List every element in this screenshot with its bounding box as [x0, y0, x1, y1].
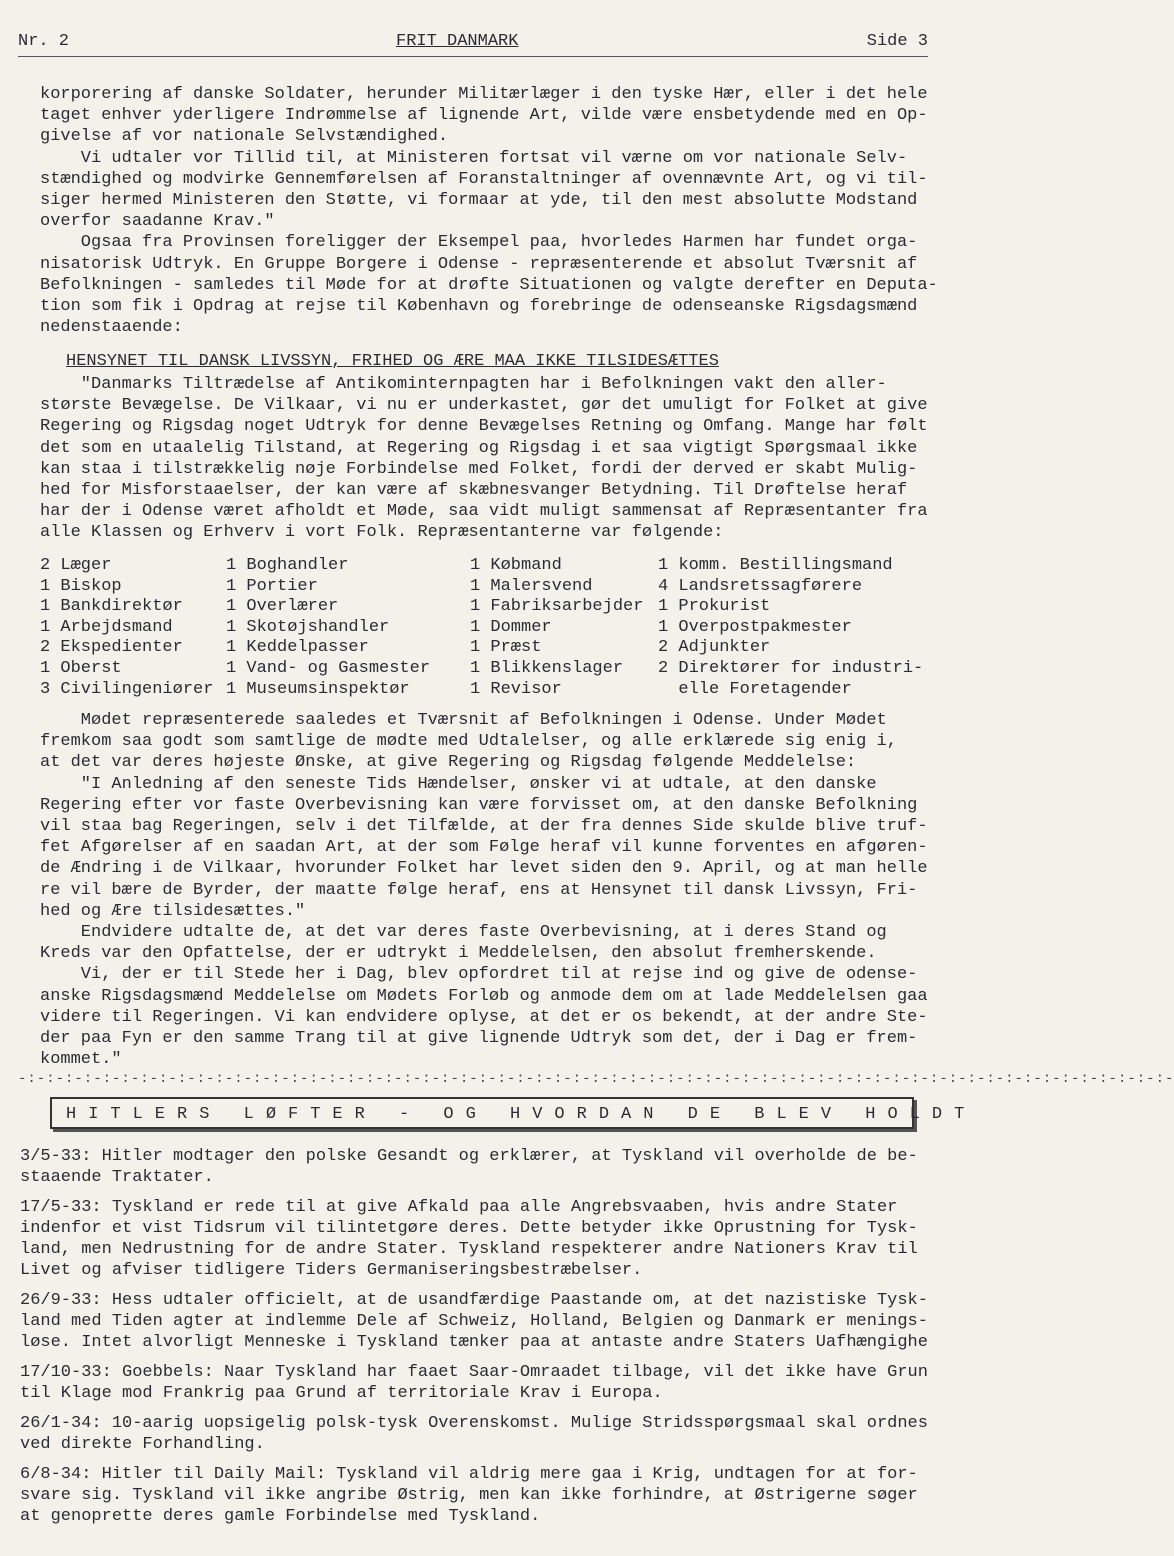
publication-title: FRIT DANMARK	[396, 32, 519, 51]
list-item: 1 Prokurist	[658, 597, 771, 617]
text-line: hed for Misforstaaelser, der kan være af skæbnesvanger Betydning. Til Drøftelse heraf	[40, 481, 908, 501]
list-item	[20, 1413, 928, 1455]
section-heading: HENSYNET TIL DANSK LIVSSYN, FRIHED OG ÆRE MAA IKKE TILSIDESÆTTES	[66, 352, 719, 371]
text-line: 26/9-33: Hess udtaler officielt, at de usandfærdige Paastande om, at det nazistiske Tysk-	[20, 1291, 928, 1310]
list-item: 1 Dommer	[470, 617, 552, 637]
text-line: videre til Regeringen. Vi kan endvidere oplyse, at det er os bekendt, at der andre Ste-	[40, 1007, 928, 1027]
text-line: Livet og afviser tidligere Tiders Germaniseringsbestræbelser.	[20, 1261, 643, 1280]
list-item	[20, 1197, 928, 1281]
text-line: overfor saadanne Krav."	[40, 212, 275, 232]
promise-list	[20, 1146, 928, 1536]
list-item: 3 Civilingeniører	[40, 679, 214, 699]
text-line: hed og Ære tilsidesættes."	[40, 901, 306, 921]
page-number: Side 3	[866, 32, 928, 51]
list-item: 1 Malersvend	[470, 576, 593, 596]
list-item: 1 Overlærer	[226, 597, 339, 617]
list-item: 1 Skotøjshandler	[226, 617, 390, 637]
quote-text	[40, 374, 958, 544]
list-item: elle Foretagender	[658, 679, 852, 699]
list-item: 1 Vand- og Gasmester	[226, 658, 431, 678]
text-line: Regering efter vor faste Overbevisning kan være forvisset om, at den danske Befolkning	[40, 795, 918, 815]
list-item: 1 Overpostpakmester	[658, 617, 852, 637]
text-line: stændighed og modvirke Gennemførelsen af Foranstaltninger af ovennævnte Art, og vi til-	[40, 169, 928, 189]
list-item	[20, 1290, 928, 1353]
text-line: alle Klassen og Erhverv i vort Folk. Repræsentanterne var følgende:	[40, 523, 724, 543]
list-item: 2 Adjunkter	[658, 638, 771, 658]
text-line: løse. Intet alvorligt Menneske i Tyskland tænker paa at antaste andre Staters Uafhængighe	[20, 1333, 928, 1352]
text-line: indenfor et vist Tidsrum vil tilintetgøre deres. Dette betyder ikke Oprustning for Tysk-	[20, 1219, 918, 1238]
text-line: givelse af vor nationale Selvstændighed.	[40, 127, 449, 147]
text-line: korporering af danske Soldater, herunder Militærlæger i den tyske Hær, eller i det hele	[40, 85, 928, 104]
text-line: de Ændring i de Vilkaar, hvorunder Folket har levet siden den 9. April, og at man helle	[40, 859, 928, 879]
text-line: Mødet repræsenterede saaledes et Tværsnit af Befolkningen i Odense. Under Mødet	[40, 711, 887, 730]
text-line: fremkom saa godt som samtlige de mødte med Udtalelser, og alle erklærede sig enig i,	[40, 732, 897, 752]
text-line: ved direkte Forhandling.	[20, 1435, 265, 1454]
text-line: kommet."	[40, 1050, 122, 1070]
boxed-heading: HITLERS LØFTER - OG HVORDAN DE BLEV HOLDT	[50, 1097, 914, 1129]
text-line: 26/1-34: 10-aarig uopsigelig polsk-tysk Overenskomst. Mulige Stridsspørgsmaal skal ordnes	[20, 1414, 928, 1433]
issue-number: Nr. 2	[18, 32, 70, 51]
list-item	[20, 1146, 928, 1188]
list-item: 1 Fabriksarbejder	[470, 597, 644, 617]
list-item: 1 komm. Bestillingsmand	[658, 556, 893, 575]
text-line: der paa Fyn er den samme Trang til at give lignende Udtryk som det, der i Dag er frem-	[40, 1029, 918, 1049]
text-line: siger hermed Ministeren den Støtte, vi formaar at yde, til den mest absolutte Modstand	[40, 191, 918, 211]
list-item	[20, 1464, 928, 1527]
text-line: 17/10-33: Goebbels: Naar Tyskland har faaet Saar-Omraadet tilbage, vil det ikke have Grun	[20, 1363, 928, 1382]
text-line: at det var deres højeste Ønske, at give Regering og Rigsdag følgende Meddelelse:	[40, 753, 857, 773]
text-line: at genoprette deres gamle Forbindelse med Tyskland.	[20, 1507, 541, 1526]
text-line: Vi, der er til Stede her i Dag, blev opfordret til at rejse ind og give de odense-	[40, 965, 918, 985]
list-item: 1 Oberst	[40, 658, 122, 678]
text-line: Vi udtaler vor Tillid til, at Ministeren fortsat vil værne om vor nationale Selv-	[40, 148, 908, 168]
list-item: 1 Arbejdsmand	[40, 617, 173, 637]
list-item	[20, 1362, 928, 1404]
text-line: "Danmarks Tiltrædelse af Antikominternpagten har i Befolkningen vakt den aller-	[40, 375, 887, 394]
closing-text	[40, 710, 928, 1070]
text-line: anske Rigsdagsmænd Meddelelse om Mødets Forløb og anmode dem om at lade Meddelelsen gaa	[40, 986, 928, 1006]
list-item: 1 Bankdirektør	[40, 597, 183, 617]
text-line: svare sig. Tyskland vil ikke angribe Østrig, men kan ikke forhindre, at Østrigerne søger	[20, 1486, 918, 1505]
list-item: 2 Direktører for industri-	[658, 658, 924, 678]
text-line: "I Anledning af den seneste Tids Hændelser, ønsker vi at udtale, at den danske	[40, 774, 877, 794]
text-line: land, men Nedrustning for de andre Stater. Tyskland respekterer andre Nationers Krav til	[20, 1240, 918, 1259]
text-line: 6/8-34: Hitler til Daily Mail: Tyskland vil aldrig mere gaa i Krig, undtagen for at for-	[20, 1465, 918, 1484]
text-line: kan staa i tilstrækkelig nøje Forbindelse med Folket, fordi der derved er skabt Mulig-	[40, 459, 918, 479]
separator-line: -:-:-:-:-:-:-:-:-:-:-:-:-:-:-:-:-:-:-:-:-:-:-:-:-:-:-:-:-:-:-:-:-:-:-:-:-:-:-:-:-:-:-:-:-:-:-:-:-:-:-:-:-:-:-:-:-:-:-:-:-:-	[18, 1071, 1174, 1087]
text-line: største Bevægelse. De Vilkaar, vi nu er underkastet, gør det umuligt for Folket at give	[40, 396, 928, 416]
text-line: 17/5-33: Tyskland er rede til at give Afkald paa alle Angrebsvaaben, hvis andre Stater	[20, 1198, 898, 1217]
text-line: 3/5-33: Hitler modtager den polske Gesandt og erklærer, at Tyskland vil overholde de be-	[20, 1147, 918, 1166]
list-item: 1 Portier	[226, 576, 318, 596]
text-line: nedenstaaende:	[40, 318, 183, 338]
list-item: 1 Blikkenslager	[470, 658, 624, 678]
list-item: 2 Ekspedienter	[40, 638, 183, 658]
text-line: Regering og Rigsdag noget Udtryk for denne Bevægelses Retning og Omfang. Mange har følt	[40, 417, 928, 437]
list-item: 4 Landsretssagførere	[658, 576, 863, 596]
page-header	[18, 32, 928, 57]
list-item: 1 Boghandler	[226, 556, 349, 575]
text-line: staaende Traktater.	[20, 1168, 214, 1187]
text-line: fet Afgørelser af en saadan Art, at der som Følge heraf vil kunne forventes en afgøren-	[40, 838, 928, 858]
text-line: til Klage mod Frankrig paa Grund af territoriale Krav i Europa.	[20, 1384, 663, 1403]
text-line: Befolkningen - samledes til Møde for at drøfte Situationen og valgte derefter en Deputa-	[40, 275, 938, 295]
list-item: 1 Revisor	[470, 679, 562, 699]
text-line: re vil bære de Byrder, der maatte følge heraf, ens at Hensynet til dansk Livssyn, Fri-	[40, 880, 918, 900]
text-line: har der i Odense været afholdt et Møde, saa vidt muligt sammensat af Repræsentanter fra	[40, 502, 928, 522]
list-item: 1 Museumsinspektør	[226, 679, 410, 699]
text-line: taget enhver yderligere Indrømmelse af lignende Art, vilde være ensbetydende med en Op-	[40, 106, 928, 126]
list-item: 1 Købmand	[470, 556, 562, 575]
list-item: 1 Præst	[470, 638, 542, 658]
text-line: land med Tiden agter at indlemme Dele af Schweiz, Holland, Belgien og Danmark er menings-	[20, 1312, 928, 1331]
text-line: vil staa bag Regeringen, selv i det Tilfælde, at der fra dennes Side skulde blive truf-	[40, 817, 928, 837]
list-item: 2 Læger	[40, 556, 112, 575]
list-item: 1 Keddelpasser	[226, 638, 369, 658]
text-line: det som en utaalelig Tilstand, at Regering og Rigsdag i et saa vigtigt Spørgsmaal ikke	[40, 438, 918, 458]
text-line: nisatorisk Udtryk. En Gruppe Borgere i Odense - repræsenterende et absolut Tværsnit af	[40, 254, 918, 274]
text-line: Ogsaa fra Provinsen foreligger der Eksempel paa, hvorledes Harmen har fundet orga-	[40, 233, 918, 253]
text-line: tion som fik i Opdrag at rejse til København og forebringe de odenseanske Rigsdagsmænd	[40, 297, 918, 317]
text-line: Endvidere udtalte de, at det var deres faste Overbevisning, at i deres Stand og	[40, 923, 887, 943]
text-line: Kreds var den Opfattelse, der er udtrykt i Meddelelsen, den absolut fremherskende.	[40, 944, 877, 964]
intro-text	[40, 84, 958, 338]
list-item: 1 Biskop	[40, 576, 122, 596]
